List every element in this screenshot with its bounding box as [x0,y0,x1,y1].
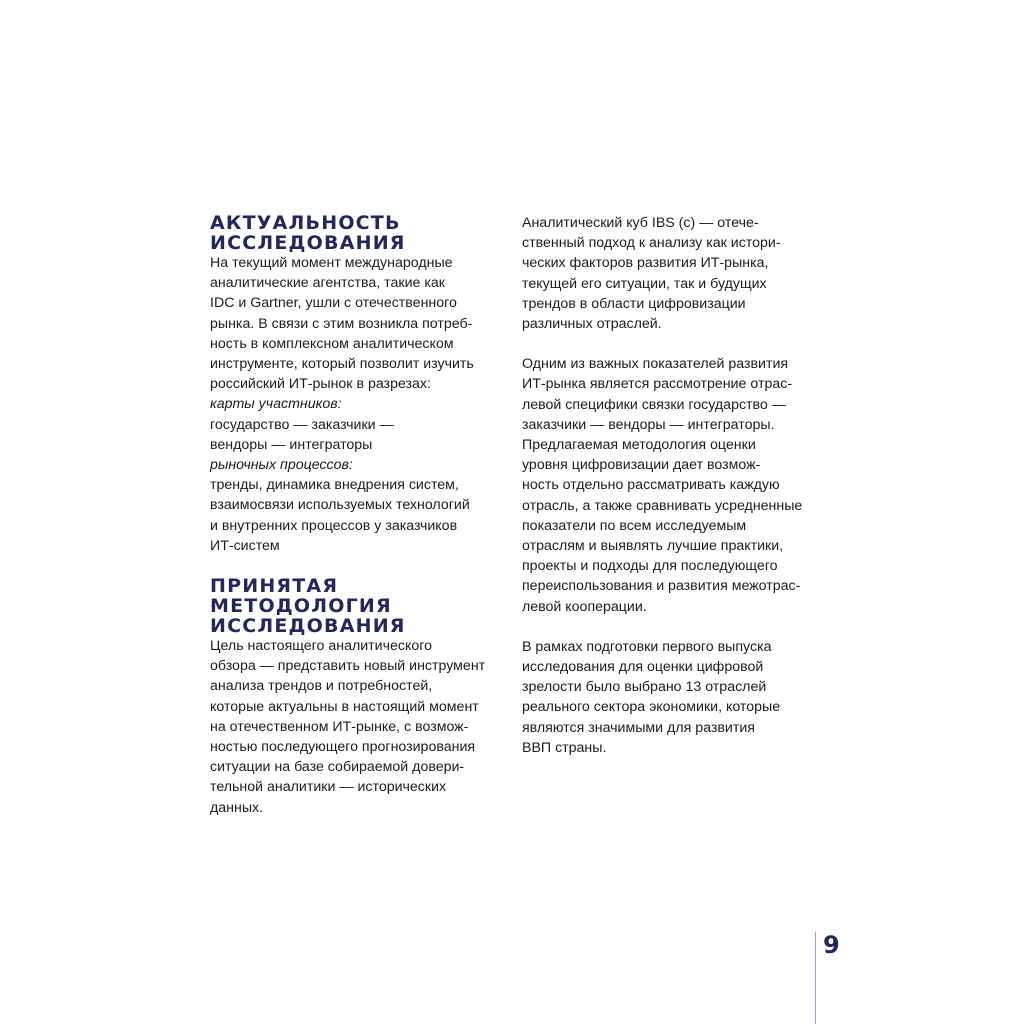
text-line: ческих факторов развития ИТ-рынка, [522,255,769,272]
text-line: Аналитический куб IBS (c) — отече- [522,215,759,231]
text-line: взаимосвязи используемых технологий [210,497,470,514]
text-line: анализа трендов и потребностей, [210,678,433,695]
text-line: Цель настоящего аналитического [210,638,432,655]
text-line: ность в комплексном аналитическом [210,335,454,352]
page-number-divider [815,932,816,1024]
text-line: В рамках подготовки первого выпуска [522,638,772,655]
italic-subheading: рыночных процессов: [210,457,353,474]
text-line: данных. [210,799,264,816]
text-line: проекты и подходы для последующего [522,558,778,575]
heading-relevance [210,213,510,253]
page-number: 9 [823,931,840,959]
text-line: государство — заказчики — [210,416,394,433]
text-line: тельной аналитики — исторических [210,779,447,796]
text-line: аналитические агентства, такие как [210,275,445,292]
heading-line: МЕТОДОЛОГИЯ [210,595,392,618]
text-line: ность отдельно рассматривать каждую [522,477,780,494]
text-line: левой кооперации. [522,598,647,615]
italic-subheading: карты участников: [210,396,342,413]
text-line: обзора — представить новый инструмент [210,658,486,675]
text-line: Предлагаемая методология оценки [522,437,756,454]
paragraph-first-issue [522,637,822,758]
text-line: левой специфики связки государство — [522,396,786,413]
text-line: на отечественном ИТ-рынке, с возмож- [210,718,469,735]
text-line: заказчики — вендоры — интеграторы. [522,416,775,433]
text-line: рынка. В связи с этим возникла потреб- [210,315,473,332]
heading-methodology [210,576,510,636]
text-line: На текущий момент международные [210,255,453,271]
heading-line: ПРИНЯТАЯ [210,575,339,598]
text-line: инструменте, который позволит изучить [210,356,474,373]
paragraph-methodology [210,636,510,818]
text-line: вендоры — интеграторы [210,436,373,453]
text-line: ИТ-систем [210,537,280,554]
heading-line: АКТУАЛЬНОСТЬ [210,212,401,234]
text-line: уровня цифровизации дает возмож- [522,457,761,474]
section-spacer [210,556,510,576]
text-line: исследования для оценки цифровой [522,659,764,676]
text-line: и внутренних процессов у заказчиков [210,517,458,534]
text-line: различных отраслей. [522,316,662,333]
left-column [210,213,510,818]
text-line: показатели по всем исследуемым [522,517,747,534]
text-line: ВВП страны. [522,739,607,756]
paragraph-relevance [210,253,510,556]
text-line: ИТ-рынка является рассмотрение отрас- [522,376,793,393]
text-line: являются значимыми для развития [522,719,755,736]
text-line: ностью последующего прогнозирования [210,739,476,756]
paragraph-spacer [522,334,822,354]
text-line: ственный подход к анализу как истори- [522,235,781,252]
heading-line: ИССЛЕДОВАНИЯ [210,615,406,638]
text-line: отраслям и выявлять лучшие практики, [522,538,784,555]
text-line: переиспользования и развития межотрас- [522,578,801,595]
paragraph-ibs-cube [522,213,822,334]
right-column [522,213,822,758]
text-line: зрелости было выбрано 13 отраслей [522,679,767,696]
text-line: текущей его ситуации, так и будущих [522,275,767,292]
text-line: трендов в области цифровизации [522,295,746,312]
text-line: ситуации на базе собираемой довери- [210,759,465,776]
text-line: российский ИТ-рынок в разрезах: [210,376,431,393]
text-line: тренды, динамика внедрения систем, [210,477,459,494]
paragraph-spacer [522,617,822,637]
text-line: отрасль, а также сравнивать усредненные [522,497,803,514]
paragraph-indicators [522,354,822,617]
text-line: реального сектора экономики, которые [522,699,781,716]
text-line: которые актуальны в настоящий момент [210,698,479,715]
text-line: Одним из важных показателей развития [522,356,789,373]
heading-line: ИССЛЕДОВАНИЯ [210,232,406,254]
text-line: IDC и Gartner, ушли с отечественного [210,295,457,312]
